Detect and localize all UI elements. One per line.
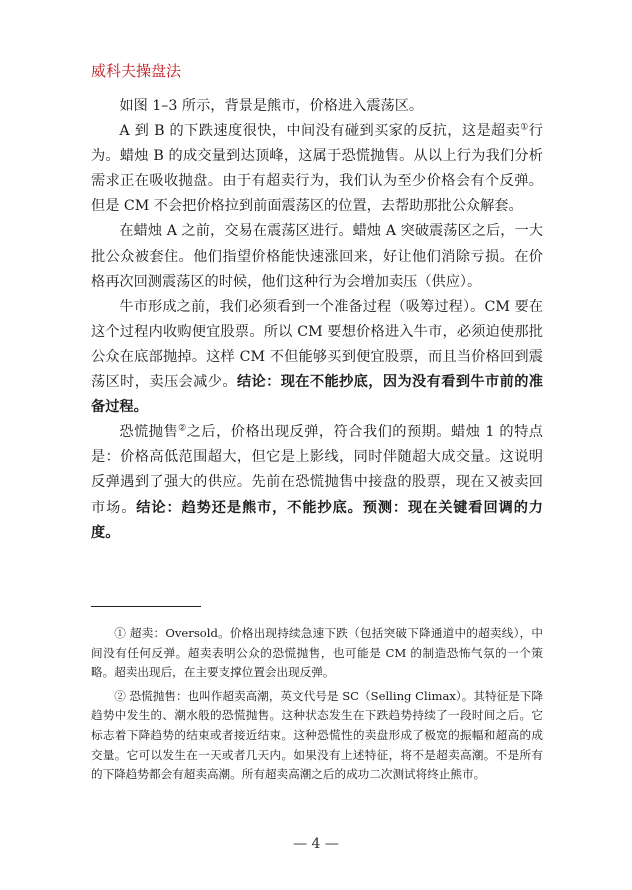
body-text bbox=[91, 94, 543, 546]
footnote-ref-1[interactable]: ① bbox=[520, 122, 529, 133]
paragraph-5-text-b: 之后，价格出现反弹，符合我们的预期。蜡烛 1 的特点是：价格高低范围超大，但它是上影线，同时伴随超大成交量。这说明反弹遇到了强大的供应。先前在恐慌抛售中接盘的股票，现在又被卖回市场。 bbox=[91, 424, 543, 516]
paragraph-2-text-a: A 到 B 的下跌速度很快，中间没有碰到买家的反抗，这是超卖 bbox=[119, 123, 521, 140]
footnotes bbox=[91, 624, 543, 789]
paragraph-5-conclusion: 结论：趋势还是熊市，不能抄底。预测：现在关键看回调的力度。 bbox=[91, 499, 543, 541]
section-header: 威科夫操盘法 bbox=[91, 62, 182, 80]
paragraph-5-text-a: 恐慌抛售 bbox=[119, 424, 179, 441]
paragraph-2 bbox=[91, 119, 543, 219]
paragraph-4-text: 牛市形成之前，我们必须看到一个准备过程（吸筹过程）。CM 要在这个过程内收购便宜股票。所以 CM 要想价格进入牛市，必须迫使那批公众在底部抛掉。这样 CM 不但能够买到便宜股票，而且当价格回到震荡区时，卖压会减少。 bbox=[91, 298, 543, 391]
footnote-ref-2[interactable]: ② bbox=[178, 423, 187, 434]
paragraph-3: 在蜡烛 A 之前，交易在震荡区进行。蜡烛 A 突破震荡区之后，一大批公众被套住。他们指望价格能快速涨回来，好让他们消除亏损。在价格再次回测震荡区的时候，他们这种行为会增加卖压（供应）。 bbox=[91, 223, 543, 290]
footnote-1: ① 超卖：Oversold。价格出现持续急速下跌（包括突破下降通道中的超卖线），中间没有任何反弹。超卖表明公众的恐慌抛售，也可能是 CM 的制造恐怖气氛的一个策略。超卖出现后，在主要支撑位置会出现反弹。 bbox=[91, 626, 543, 680]
paragraph-2-text-b: 行为。蜡烛 B 的成交量到达顶峰，这属于恐慌抛售。从以上行为我们分析需求正在吸收抛盘。由于有超卖行为，我们认为至少价格会有个反弹。但是 CM 不会把价格拉到前面震荡区的位置，去帮助那批公众解套。 bbox=[91, 123, 543, 215]
paragraph-1: 如图 1–3 所示，背景是熊市，价格进入震荡区。 bbox=[119, 98, 424, 114]
footnote-2: ② 恐慌抛售：也叫作超卖高潮，英文代号是 SC（Selling Climax）。其特征是下降趋势中发生的、潮水般的恐慌抛售。这种状态发生在下跌趋势持续了一段时间之后。它标志着下降趋势的结束或者接近结束。这种恐慌性的卖盘形成了极宽的振幅和超高的成交量。它可以发生在一天或者几天内。如果没有上述特征，将不是超卖高潮。不是所有的下降趋势都会有超卖高潮。所有超卖高潮之后的成功二次测试将终止熊市。 bbox=[91, 688, 543, 782]
paragraph-5 bbox=[91, 420, 543, 545]
paragraph-4-conclusion: 结论：现在不能抄底，因为没有看到牛市前的准备过程。 bbox=[91, 374, 543, 416]
paragraph-4 bbox=[91, 295, 543, 420]
page-number: — 4 — bbox=[293, 836, 339, 852]
footnote-divider bbox=[91, 606, 201, 607]
